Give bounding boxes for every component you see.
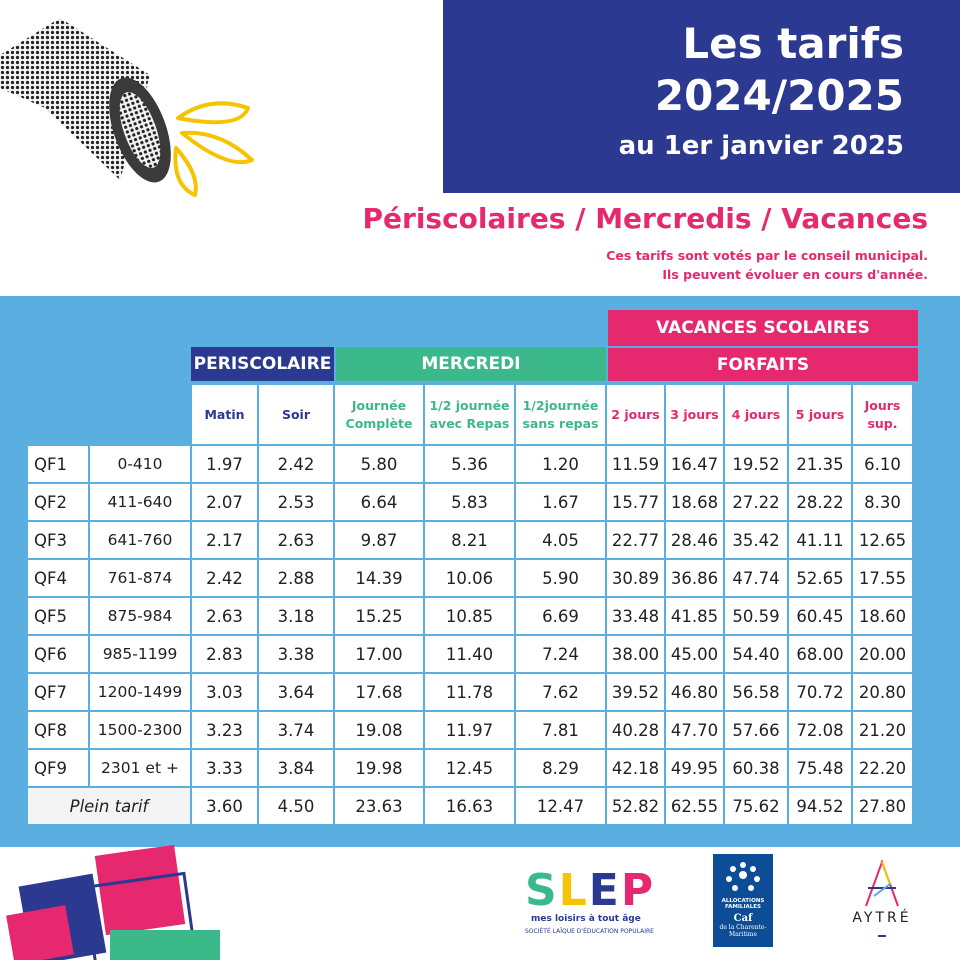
caf-alloc-line: FAMILIALES — [725, 904, 761, 910]
price-demi-repas: 5.36 — [425, 446, 514, 482]
price-jours-sup: 12.65 — [853, 522, 912, 558]
price-journee: 14.39 — [335, 560, 423, 596]
price-soir: 4.50 — [259, 788, 333, 824]
price-demi-repas: 10.85 — [425, 598, 514, 634]
price-5-jours: 68.00 — [789, 636, 851, 672]
price-journee: 17.00 — [335, 636, 423, 672]
column-header-soir: Soir — [259, 385, 333, 444]
price-3-jours: 36.86 — [666, 560, 723, 596]
column-header-matin: Matin — [192, 385, 257, 444]
price-demi-sans-repas: 8.29 — [516, 750, 605, 786]
qf-label: QF5 — [28, 598, 88, 634]
caf-family-icon — [725, 860, 761, 894]
price-journee: 6.64 — [335, 484, 423, 520]
price-demi-repas: 10.06 — [425, 560, 514, 596]
table-row — [28, 598, 912, 634]
price-3-jours: 62.55 — [666, 788, 723, 824]
price-4-jours: 56.58 — [725, 674, 787, 710]
price-demi-repas: 11.78 — [425, 674, 514, 710]
price-2-jours: 11.59 — [607, 446, 664, 482]
price-demi-sans-repas: 5.90 — [516, 560, 605, 596]
qf-label: QF4 — [28, 560, 88, 596]
megaphone-illustration — [0, 0, 260, 200]
price-5-jours: 72.08 — [789, 712, 851, 748]
group-header-forfaits: FORFAITS — [608, 348, 918, 381]
price-3-jours: 16.47 — [666, 446, 723, 482]
column-header-line: avec Repas — [429, 415, 510, 431]
note-line: Ces tarifs sont votés par le conseil municipal. — [606, 248, 928, 263]
price-2-jours: 38.00 — [607, 636, 664, 672]
price-journee: 23.63 — [335, 788, 423, 824]
group-header-vacances: VACANCES SCOLAIRES — [608, 310, 918, 346]
price-3-jours: 45.00 — [666, 636, 723, 672]
price-journee: 5.80 — [335, 446, 423, 482]
price-journee: 19.08 — [335, 712, 423, 748]
price-demi-sans-repas: 1.20 — [516, 446, 605, 482]
price-jours-sup: 22.20 — [853, 750, 912, 786]
price-demi-repas: 11.97 — [425, 712, 514, 748]
table-row — [28, 560, 912, 596]
price-demi-sans-repas: 7.24 — [516, 636, 605, 672]
price-3-jours: 49.95 — [666, 750, 723, 786]
price-soir: 2.53 — [259, 484, 333, 520]
column-header-line: Jours — [864, 397, 901, 413]
price-demi-sans-repas: 6.69 — [516, 598, 605, 634]
price-soir: 3.18 — [259, 598, 333, 634]
price-2-jours: 40.28 — [607, 712, 664, 748]
price-demi-repas: 16.63 — [425, 788, 514, 824]
empty-cell — [90, 385, 190, 444]
price-2-jours: 39.52 — [607, 674, 664, 710]
column-header-line: Journée — [351, 397, 407, 413]
aytre-dash — [878, 935, 886, 937]
price-demi-repas: 5.83 — [425, 484, 514, 520]
qf-range: 641-760 — [90, 522, 190, 558]
price-2-jours: 52.82 — [607, 788, 664, 824]
price-soir: 3.38 — [259, 636, 333, 672]
aytre-logo — [842, 858, 922, 948]
price-journee: 19.98 — [335, 750, 423, 786]
column-header-row — [28, 385, 912, 444]
qf-range: 985-1199 — [90, 636, 190, 672]
table-row — [28, 712, 912, 748]
price-3-jours: 41.85 — [666, 598, 723, 634]
caf-name: Caf — [733, 913, 753, 924]
price-matin: 3.03 — [192, 674, 257, 710]
qf-range: 411-640 — [90, 484, 190, 520]
price-jours-sup: 18.60 — [853, 598, 912, 634]
column-header-line: sans repas — [522, 415, 599, 431]
caf-dept-line: Maritime — [728, 931, 758, 938]
price-demi-repas: 8.21 — [425, 522, 514, 558]
qf-label: QF6 — [28, 636, 88, 672]
column-header-line: 1/2 journée — [429, 397, 510, 413]
price-4-jours: 19.52 — [725, 446, 787, 482]
price-3-jours: 46.80 — [666, 674, 723, 710]
qf-label: QF8 — [28, 712, 88, 748]
subtitle: Périscolaires / Mercredis / Vacances — [362, 202, 928, 235]
price-matin: 3.60 — [192, 788, 257, 824]
column-header-5-jours: 5 jours — [789, 385, 851, 444]
price-2-jours: 15.77 — [607, 484, 664, 520]
price-soir: 3.84 — [259, 750, 333, 786]
price-matin: 3.33 — [192, 750, 257, 786]
aytre-wordmark: AYTRÉ — [852, 910, 912, 926]
price-jours-sup: 21.20 — [853, 712, 912, 748]
price-5-jours: 21.35 — [789, 446, 851, 482]
slep-wordmark: SLEP — [525, 865, 656, 916]
price-4-jours: 54.40 — [725, 636, 787, 672]
price-4-jours: 57.66 — [725, 712, 787, 748]
aytre-emblem — [860, 858, 904, 908]
qf-range: 1200-1499 — [90, 674, 190, 710]
table-row — [28, 522, 912, 558]
price-4-jours: 60.38 — [725, 750, 787, 786]
slep-subtitle: SOCIÉTÉ LAÏQUE D'ÉDUCATION POPULAIRE — [525, 928, 654, 935]
price-4-jours: 75.62 — [725, 788, 787, 824]
price-5-jours: 28.22 — [789, 484, 851, 520]
price-matin: 2.63 — [192, 598, 257, 634]
empty-cell — [28, 385, 88, 444]
price-4-jours: 35.42 — [725, 522, 787, 558]
price-3-jours: 18.68 — [666, 484, 723, 520]
price-demi-repas: 12.45 — [425, 750, 514, 786]
effective-date: au 1er janvier 2025 — [618, 131, 904, 161]
table-row — [28, 636, 912, 672]
price-demi-sans-repas: 7.81 — [516, 712, 605, 748]
price-matin: 2.07 — [192, 484, 257, 520]
column-header-demi-repas — [425, 385, 514, 444]
price-journee: 15.25 — [335, 598, 423, 634]
price-soir: 3.74 — [259, 712, 333, 748]
price-matin: 2.83 — [192, 636, 257, 672]
price-demi-sans-repas: 12.47 — [516, 788, 605, 824]
price-2-jours: 22.77 — [607, 522, 664, 558]
column-header-line: Complète — [345, 415, 413, 431]
price-2-jours: 30.89 — [607, 560, 664, 596]
column-header-3-jours: 3 jours — [666, 385, 723, 444]
price-journee: 17.68 — [335, 674, 423, 710]
qf-label: QF1 — [28, 446, 88, 482]
qf-label: QF7 — [28, 674, 88, 710]
price-soir: 2.88 — [259, 560, 333, 596]
price-matin: 1.97 — [192, 446, 257, 482]
price-3-jours: 47.70 — [666, 712, 723, 748]
price-demi-sans-repas: 7.62 — [516, 674, 605, 710]
plein-tarif-label: Plein tarif — [28, 788, 190, 824]
decorative-squares — [0, 820, 230, 960]
qf-range: 2301 et + — [90, 750, 190, 786]
price-jours-sup: 6.10 — [853, 446, 912, 482]
column-header-2-jours: 2 jours — [607, 385, 664, 444]
qf-range: 0-410 — [90, 446, 190, 482]
price-4-jours: 47.74 — [725, 560, 787, 596]
column-header-line: 1/2journée — [522, 397, 599, 413]
price-jours-sup: 17.55 — [853, 560, 912, 596]
price-journee: 9.87 — [335, 522, 423, 558]
price-soir: 2.63 — [259, 522, 333, 558]
column-header-jours-sup — [853, 385, 912, 444]
price-4-jours: 50.59 — [725, 598, 787, 634]
column-header-line: sup. — [867, 415, 898, 431]
caf-dept-line: de la Charente- — [719, 924, 767, 931]
price-5-jours: 75.48 — [789, 750, 851, 786]
table-row — [28, 484, 912, 520]
column-header-demi-sans-repas — [516, 385, 605, 444]
group-header-periscolaire: PERISCOLAIRE — [191, 347, 334, 381]
slep-tagline: mes loisirs à tout âge — [531, 914, 641, 924]
price-soir: 2.42 — [259, 446, 333, 482]
page-title: Les tarifs — [682, 19, 904, 68]
caf-logo — [713, 854, 773, 947]
qf-range: 761-874 — [90, 560, 190, 596]
caf-alloc-line: ALLOCATIONS — [721, 898, 765, 904]
price-jours-sup: 27.80 — [853, 788, 912, 824]
price-demi-repas: 11.40 — [425, 636, 514, 672]
qf-label: QF3 — [28, 522, 88, 558]
table-row — [28, 446, 912, 482]
title-box — [443, 0, 960, 193]
page-year: 2024/2025 — [654, 71, 904, 120]
table-row — [28, 750, 912, 786]
price-matin: 3.23 — [192, 712, 257, 748]
price-2-jours: 42.18 — [607, 750, 664, 786]
qf-label: QF9 — [28, 750, 88, 786]
table-row — [28, 674, 912, 710]
tariff-table — [26, 383, 914, 826]
note — [606, 246, 928, 284]
price-5-jours: 41.11 — [789, 522, 851, 558]
qf-range: 1500-2300 — [90, 712, 190, 748]
slep-logo — [525, 865, 656, 942]
price-2-jours: 33.48 — [607, 598, 664, 634]
qf-label: QF2 — [28, 484, 88, 520]
plein-tarif-row — [28, 788, 912, 824]
price-5-jours: 60.45 — [789, 598, 851, 634]
column-header-4-jours: 4 jours — [725, 385, 787, 444]
price-matin: 2.17 — [192, 522, 257, 558]
column-header-journee — [335, 385, 423, 444]
price-3-jours: 28.46 — [666, 522, 723, 558]
price-matin: 2.42 — [192, 560, 257, 596]
price-jours-sup: 8.30 — [853, 484, 912, 520]
price-demi-sans-repas: 4.05 — [516, 522, 605, 558]
price-5-jours: 94.52 — [789, 788, 851, 824]
price-4-jours: 27.22 — [725, 484, 787, 520]
price-jours-sup: 20.80 — [853, 674, 912, 710]
qf-range: 875-984 — [90, 598, 190, 634]
price-5-jours: 52.65 — [789, 560, 851, 596]
note-line: Ils peuvent évoluer en cours d'année. — [662, 267, 928, 282]
group-header-mercredi: MERCREDI — [336, 347, 606, 381]
price-5-jours: 70.72 — [789, 674, 851, 710]
price-soir: 3.64 — [259, 674, 333, 710]
price-jours-sup: 20.00 — [853, 636, 912, 672]
price-demi-sans-repas: 1.67 — [516, 484, 605, 520]
